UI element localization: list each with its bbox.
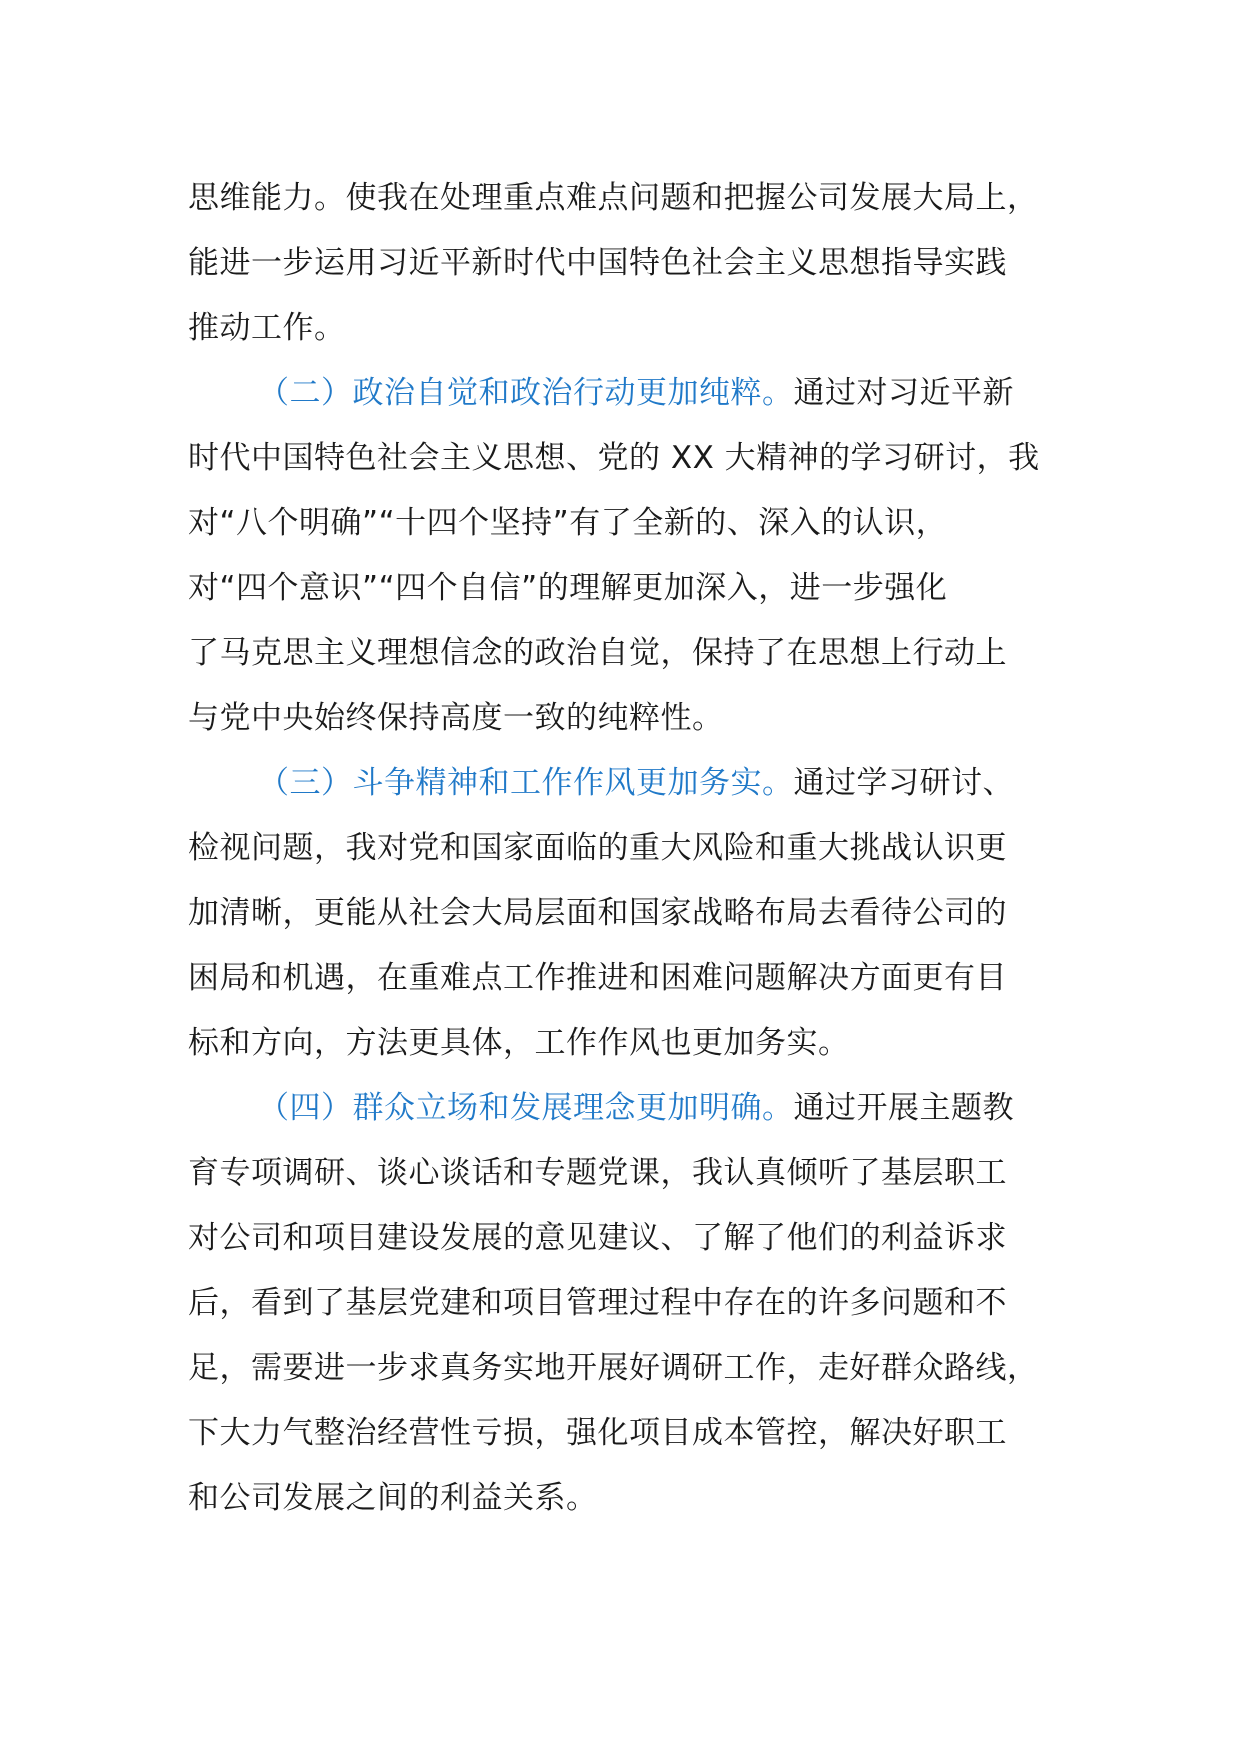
text-line: 检视问题，我对党和国家面临的重大风险和重大挑战认识更 — [188, 830, 1007, 866]
text-line: 能进一步运用习近平新时代中国特色社会主义思想指导实践 — [188, 245, 1007, 281]
text-line: 困局和机遇，在重难点工作推进和困难问题解决方面更有目 — [188, 960, 1007, 996]
text-line: 标和方向，方法更具体，工作作风也更加务实。 — [188, 1025, 850, 1061]
text-line: 后，看到了基层党建和项目管理过程中存在的许多问题和不 — [188, 1285, 1007, 1321]
text-line: 对公司和项目建设发展的意见建议、了解了他们的利益诉求 — [188, 1220, 1007, 1256]
text-line: 和公司发展之间的利益关系。 — [188, 1480, 598, 1516]
section-heading: （二）政治自觉和政治行动更加纯粹。 — [258, 375, 794, 411]
text-line: 下大力气整治经营性亏损，强化项目成本管控，解决好职工 — [188, 1415, 1007, 1451]
text-line: 对“八个明确”“十四个坚持”有了全新的、深入的认识， — [188, 505, 948, 541]
text-line: 了马克思主义理想信念的政治自觉，保持了在思想上行动上 — [188, 635, 1007, 671]
text-line: 时代中国特色社会主义思想、党的 XX 大精神的学习研讨，我 — [188, 440, 1040, 476]
section-heading: （四）群众立场和发展理念更加明确。 — [258, 1090, 794, 1126]
document-body — [188, 166, 1068, 1531]
section-heading-line: （三）斗争精神和工作作风更加务实。通过学习研讨、 — [258, 765, 1014, 801]
text-line: 与党中央始终保持高度一致的纯粹性。 — [188, 700, 724, 736]
section-heading: （三）斗争精神和工作作风更加务实。 — [258, 765, 794, 801]
text-line: 对“四个意识”“四个自信”的理解更加深入，进一步强化 — [188, 570, 948, 606]
text-line: 加清晰，更能从社会大局层面和国家战略布局去看待公司的 — [188, 895, 1007, 931]
text-line: 足，需要进一步求真务实地开展好调研工作，走好群众路线， — [188, 1350, 1039, 1386]
section-heading-line: （四）群众立场和发展理念更加明确。通过开展主题教 — [258, 1090, 1014, 1126]
text-line: 思维能力。使我在处理重点难点问题和把握公司发展大局上， — [188, 180, 1039, 216]
section-heading-line: （二）政治自觉和政治行动更加纯粹。通过对习近平新 — [258, 375, 1014, 411]
text-line: 推动工作。 — [188, 310, 346, 346]
text-line: 育专项调研、谈心谈话和专题党课，我认真倾听了基层职工 — [188, 1155, 1007, 1191]
